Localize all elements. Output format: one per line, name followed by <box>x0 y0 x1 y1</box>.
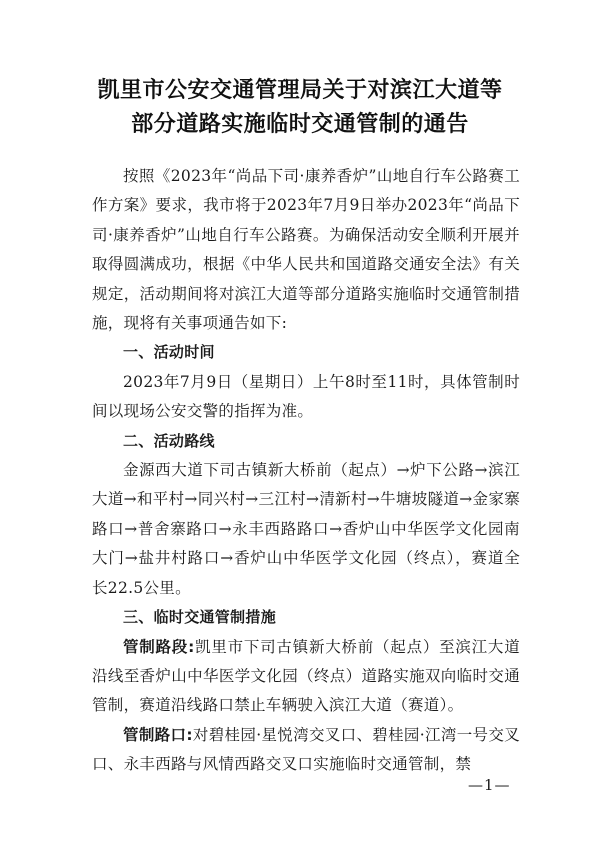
notice-body <box>92 162 520 780</box>
page-number: —1— <box>468 776 511 794</box>
section-2-text: 金源西大道下司古镇新大桥前（起点）→炉下公路→滨江大道→和平村→同兴村→三江村→清新村→牛塘坡隧道→金家寨路口→普舍寨路口→永丰西路路口→香炉山中华医学文化园南大门→盐井村路口→香炉山中华医学文化园（终点），赛道全长22.5公里。 <box>92 461 520 597</box>
section-2-heading: 二、活动路线 <box>123 431 215 450</box>
control-section-lead: 管制路段: <box>123 637 195 656</box>
control-junction-text: 对碧桂园·星悦湾交叉口、碧桂园·江湾一号交叉口、永丰西路与风情西路交叉口实施临时交通管制，禁 <box>92 725 520 774</box>
section-1-text: 2023年7月9日（星期日）上午8时至11时，具体管制时间以现场公安交警的指挥为准。 <box>92 372 520 421</box>
notice-title-line-1: 凯里市公安交通管理局关于对滨江大道等 <box>97 78 503 103</box>
section-3-heading: 三、临时交通管制措施 <box>123 608 277 627</box>
notice-title-line-2: 部分道路实施临时交通管制的通告 <box>131 112 469 137</box>
section-1-heading: 一、活动时间 <box>123 343 215 362</box>
control-junction-item <box>92 721 520 780</box>
control-section-text: 凯里市下司古镇新大桥前（起点）至滨江大道沿线至香炉山中华医学文化园（终点）道路实施双向临时交通管制，赛道沿线路口禁止车辆驶入滨江大道（赛道）。 <box>92 637 520 715</box>
control-section-item <box>92 633 520 721</box>
control-junction-lead: 管制路口: <box>123 725 193 744</box>
intro-paragraph: 按照《2023年“尚品下司·康养香炉”山地自行车公路赛工作方案》要求，我市将于2023年7月9日举办2023年“尚品下司·康养香炉”山地自行车公路赛。为确保活动安全顺利开展并取得圆满成功，根据《中华人民共和国道路交通安全法》有关规定，活动期间将对滨江大道等部分道路实施临时交通管制措施，现将有关事项通告如下: <box>92 167 520 333</box>
